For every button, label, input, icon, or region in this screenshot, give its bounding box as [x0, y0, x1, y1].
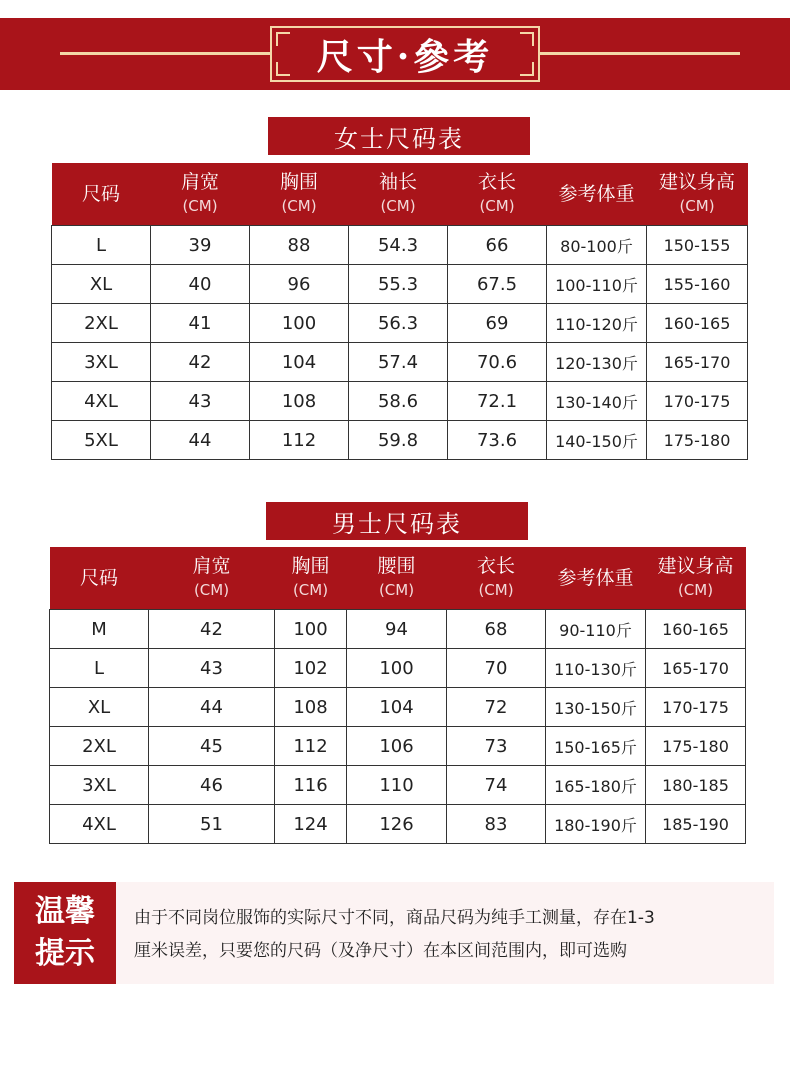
table-header-row — [52, 163, 748, 226]
table-cell: 175-180 — [647, 421, 748, 460]
men-table-title: 男士尺码表 — [266, 502, 528, 540]
page-title: 尺寸·參考 — [316, 35, 494, 78]
notice-box — [14, 882, 774, 984]
column-header — [149, 547, 275, 610]
table-cell: M — [50, 610, 149, 649]
table-cell: 45 — [149, 727, 275, 766]
column-header-label: 肩宽 — [192, 555, 231, 577]
column-header-label: 腰围 — [377, 555, 416, 577]
column-header — [448, 163, 547, 226]
table-cell: 59.8 — [349, 421, 448, 460]
women-table-title: 女士尺码表 — [268, 117, 530, 155]
table-header-row — [50, 547, 746, 610]
table-cell: 110 — [347, 766, 447, 805]
table-cell: 104 — [347, 688, 447, 727]
column-header — [447, 547, 546, 610]
table-cell: 110-120斤 — [547, 304, 647, 343]
column-header — [151, 163, 250, 226]
table-cell: 112 — [250, 421, 349, 460]
table-cell: 44 — [149, 688, 275, 727]
table-cell: 74 — [447, 766, 546, 805]
column-header — [547, 163, 647, 226]
table-cell: 55.3 — [349, 265, 448, 304]
table-cell: 72 — [447, 688, 546, 727]
table-cell: 42 — [151, 343, 250, 382]
column-header-unit: (CM) — [380, 197, 416, 215]
table-cell: 180-190斤 — [546, 805, 646, 844]
table-cell: XL — [50, 688, 149, 727]
column-header — [546, 547, 646, 610]
table-row — [50, 766, 746, 805]
table-cell: 108 — [275, 688, 347, 727]
column-header-unit: (CM) — [478, 581, 514, 599]
column-header-label: 衣长 — [477, 171, 516, 193]
table-cell: L — [52, 226, 151, 265]
table-cell: 67.5 — [448, 265, 547, 304]
table-cell: 170-175 — [646, 688, 746, 727]
table-cell: 110-130斤 — [546, 649, 646, 688]
table-cell: 39 — [151, 226, 250, 265]
table-cell: 94 — [347, 610, 447, 649]
frame-corner-icon — [276, 32, 290, 46]
table-cell: 70 — [447, 649, 546, 688]
table-cell: 80-100斤 — [547, 226, 647, 265]
table-cell: 112 — [275, 727, 347, 766]
table-cell: 100 — [347, 649, 447, 688]
notice-label-line2: 提示 — [35, 936, 95, 971]
column-header-label: 胸围 — [279, 171, 318, 193]
table-cell: 2XL — [50, 727, 149, 766]
table-cell: 120-130斤 — [547, 343, 647, 382]
column-header — [647, 163, 748, 226]
table-cell: 160-165 — [647, 304, 748, 343]
table-cell: 175-180 — [646, 727, 746, 766]
table-cell: 44 — [151, 421, 250, 460]
table-cell: 73 — [447, 727, 546, 766]
table-cell: 116 — [275, 766, 347, 805]
table-cell: 40 — [151, 265, 250, 304]
column-header-label: 肩宽 — [180, 171, 219, 193]
column-header-unit: (CM) — [182, 197, 218, 215]
table-row — [50, 727, 746, 766]
table-cell: 46 — [149, 766, 275, 805]
column-header-label: 参考体重 — [558, 183, 635, 205]
column-header-label: 建议身高 — [657, 555, 734, 577]
table-cell: 58.6 — [349, 382, 448, 421]
table-row — [50, 610, 746, 649]
frame-corner-icon — [520, 32, 534, 46]
notice-label — [14, 882, 116, 984]
banner-divider-right — [540, 52, 740, 55]
table-row — [52, 226, 748, 265]
column-header-label: 袖长 — [378, 171, 417, 193]
men-size-table — [49, 547, 746, 844]
column-header — [52, 163, 151, 226]
table-row — [52, 265, 748, 304]
table-row — [52, 421, 748, 460]
table-cell: 3XL — [50, 766, 149, 805]
table-cell: 57.4 — [349, 343, 448, 382]
table-cell: 150-165斤 — [546, 727, 646, 766]
table-cell: 180-185 — [646, 766, 746, 805]
table-cell: 140-150斤 — [547, 421, 647, 460]
table-cell: 165-170 — [646, 649, 746, 688]
table-cell: 150-155 — [647, 226, 748, 265]
column-header — [646, 547, 746, 610]
table-cell: 100-110斤 — [547, 265, 647, 304]
table-row — [50, 688, 746, 727]
table-cell: 130-150斤 — [546, 688, 646, 727]
table-cell: 88 — [250, 226, 349, 265]
table-cell: 124 — [275, 805, 347, 844]
table-cell: 43 — [151, 382, 250, 421]
table-cell: 126 — [347, 805, 447, 844]
table-cell: 66 — [448, 226, 547, 265]
column-header-label: 建议身高 — [658, 171, 735, 193]
table-cell: 130-140斤 — [547, 382, 647, 421]
frame-corner-icon — [276, 62, 290, 76]
table-row — [52, 382, 748, 421]
column-header — [50, 547, 149, 610]
column-header — [275, 547, 347, 610]
table-cell: 108 — [250, 382, 349, 421]
table-cell: L — [50, 649, 149, 688]
table-cell: 100 — [275, 610, 347, 649]
column-header-unit: (CM) — [679, 197, 715, 215]
table-cell: 68 — [447, 610, 546, 649]
table-row — [50, 805, 746, 844]
column-header-unit: (CM) — [193, 581, 230, 599]
table-cell: 165-180斤 — [546, 766, 646, 805]
column-header-unit: (CM) — [378, 581, 415, 599]
column-header — [250, 163, 349, 226]
column-header-unit: (CM) — [292, 581, 329, 599]
table-cell: 170-175 — [647, 382, 748, 421]
table-row — [52, 343, 748, 382]
table-cell: 185-190 — [646, 805, 746, 844]
table-cell: 56.3 — [349, 304, 448, 343]
table-cell: 165-170 — [647, 343, 748, 382]
column-header-unit: (CM) — [281, 197, 317, 215]
table-cell: 54.3 — [349, 226, 448, 265]
header-banner — [0, 18, 790, 90]
table-cell: 43 — [149, 649, 275, 688]
table-cell: 4XL — [52, 382, 151, 421]
table-cell: 5XL — [52, 421, 151, 460]
table-cell: 41 — [151, 304, 250, 343]
column-header-label: 衣长 — [476, 555, 515, 577]
column-header-label: 胸围 — [291, 555, 330, 577]
table-cell: 90-110斤 — [546, 610, 646, 649]
table-cell: 96 — [250, 265, 349, 304]
table-cell: 69 — [448, 304, 547, 343]
table-row — [52, 304, 748, 343]
notice-text-line1: 由于不同岗位服饰的实际尺寸不同，商品尺码为纯手工测量，存在1-3 — [134, 908, 655, 928]
table-cell: XL — [52, 265, 151, 304]
banner-divider-left — [60, 52, 270, 55]
notice-label-line1: 温馨 — [35, 894, 95, 929]
table-row — [50, 649, 746, 688]
table-cell: 106 — [347, 727, 447, 766]
table-cell: 4XL — [50, 805, 149, 844]
table-cell: 3XL — [52, 343, 151, 382]
column-header — [347, 547, 447, 610]
table-cell: 72.1 — [448, 382, 547, 421]
column-header — [349, 163, 448, 226]
column-header-label: 参考体重 — [557, 567, 634, 589]
women-size-table — [51, 163, 748, 460]
frame-corner-icon — [520, 62, 534, 76]
column-header-unit: (CM) — [677, 581, 714, 599]
table-cell: 83 — [447, 805, 546, 844]
notice-text-line2: 厘米误差，只要您的尺码（及净尺寸）在本区间范围内，即可选购 — [134, 941, 627, 961]
table-cell: 2XL — [52, 304, 151, 343]
column-header-label: 尺码 — [81, 183, 120, 205]
table-cell: 100 — [250, 304, 349, 343]
column-header-label: 尺码 — [79, 567, 118, 589]
table-cell: 70.6 — [448, 343, 547, 382]
table-cell: 104 — [250, 343, 349, 382]
table-cell: 160-165 — [646, 610, 746, 649]
table-cell: 73.6 — [448, 421, 547, 460]
table-cell: 102 — [275, 649, 347, 688]
column-header-unit: (CM) — [479, 197, 515, 215]
table-cell: 155-160 — [647, 265, 748, 304]
banner-title-frame — [270, 26, 540, 82]
table-cell: 42 — [149, 610, 275, 649]
table-cell: 51 — [149, 805, 275, 844]
notice-text — [134, 902, 764, 968]
